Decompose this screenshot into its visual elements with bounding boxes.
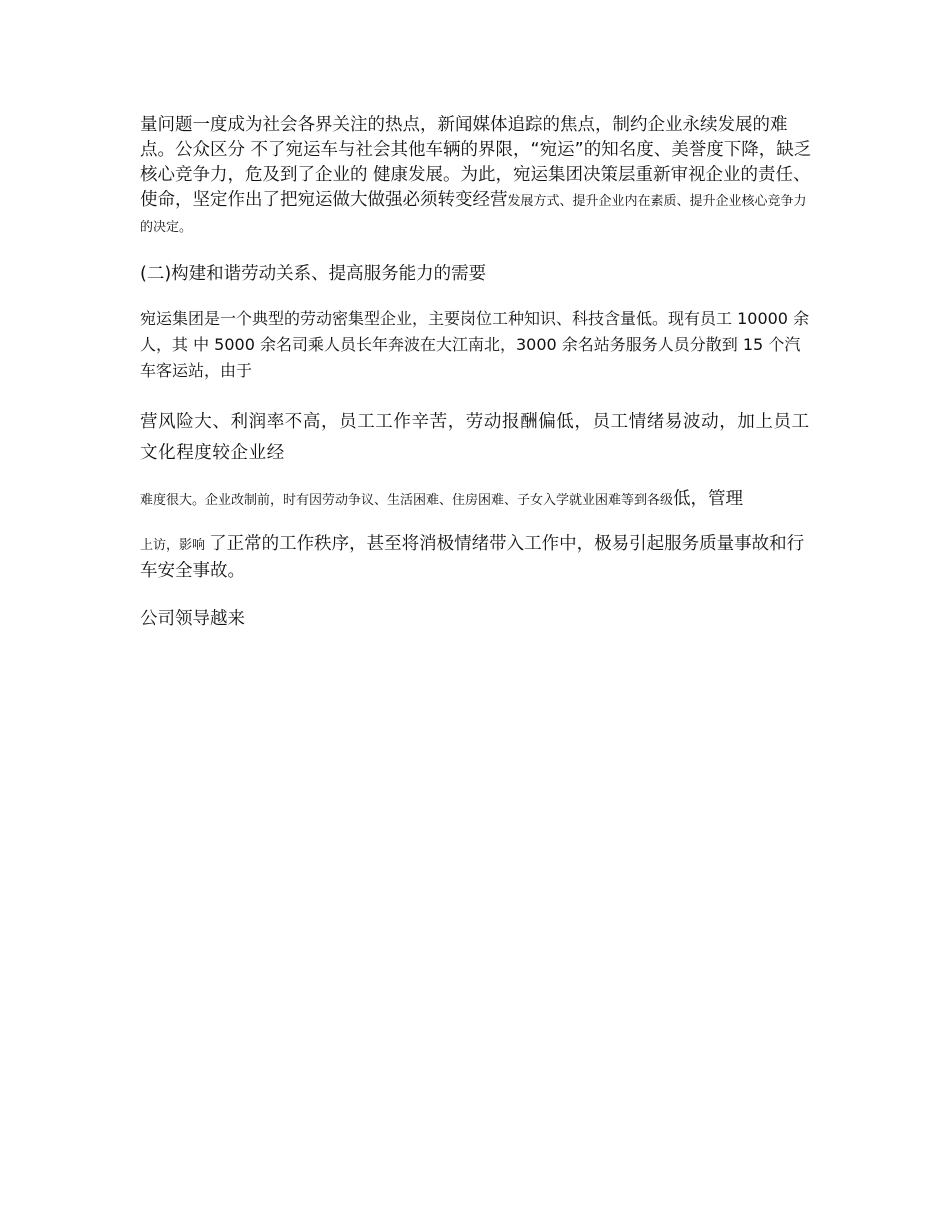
paragraph-5-small: 上访，影响 (140, 538, 210, 553)
paragraph-4 (140, 487, 816, 513)
paragraph-2: 宛运集团是一个典型的劳动密集型企业，主要岗位工种知识、科技含量低。现有员工 10000 余人，其 中 5000 余名司乘人员长年奔波在大江南北，3000 余名站务服务人员分散到 15 个汽车客运站，由于 (140, 309, 810, 380)
paragraph-4-big: 低，管理 (673, 489, 744, 509)
paragraph-3: 营风险大、利润率不高，员工工作辛苦，劳动报酬偏低，员工情绪易波动，加上员工文化程度较企业经 (140, 412, 810, 463)
paragraph-6: 公司领导越来 (140, 609, 245, 629)
document-page (140, 113, 816, 632)
paragraph-1-tail: 发展方式、提升企业内在素质、提升企业核心竞争力的决定。 (140, 194, 807, 235)
paragraph-5 (140, 531, 816, 584)
paragraph-1 (140, 113, 816, 240)
paragraph-5-big: 了正常的工作秩序，甚至将消极情绪带入工作中，极易引起服务质量事故和行车安全事故。 (140, 534, 805, 581)
section-heading: (二)构建和谐劳动关系、提高服务能力的需要 (140, 264, 487, 284)
paragraph-1-main: 量问题一度成为社会各界关注的热点，新闻媒体追踪的焦点，制约企业永续发展的难点。公众区分 不了宛运车与社会其他车辆的界限，“宛运”的知名度、美誉度下降，缺乏核心竞争力，危及到了企业的 健康发展。为此，宛运集团决策层重新审视企业的责任、使命，坚定作出了把宛运做大做强必须转变经营 (140, 115, 812, 210)
paragraph-4-small: 难度很大。企业改制前，时有因劳动争议、生活困难、住房困难、子女入学就业困难等到各级 (140, 493, 674, 508)
